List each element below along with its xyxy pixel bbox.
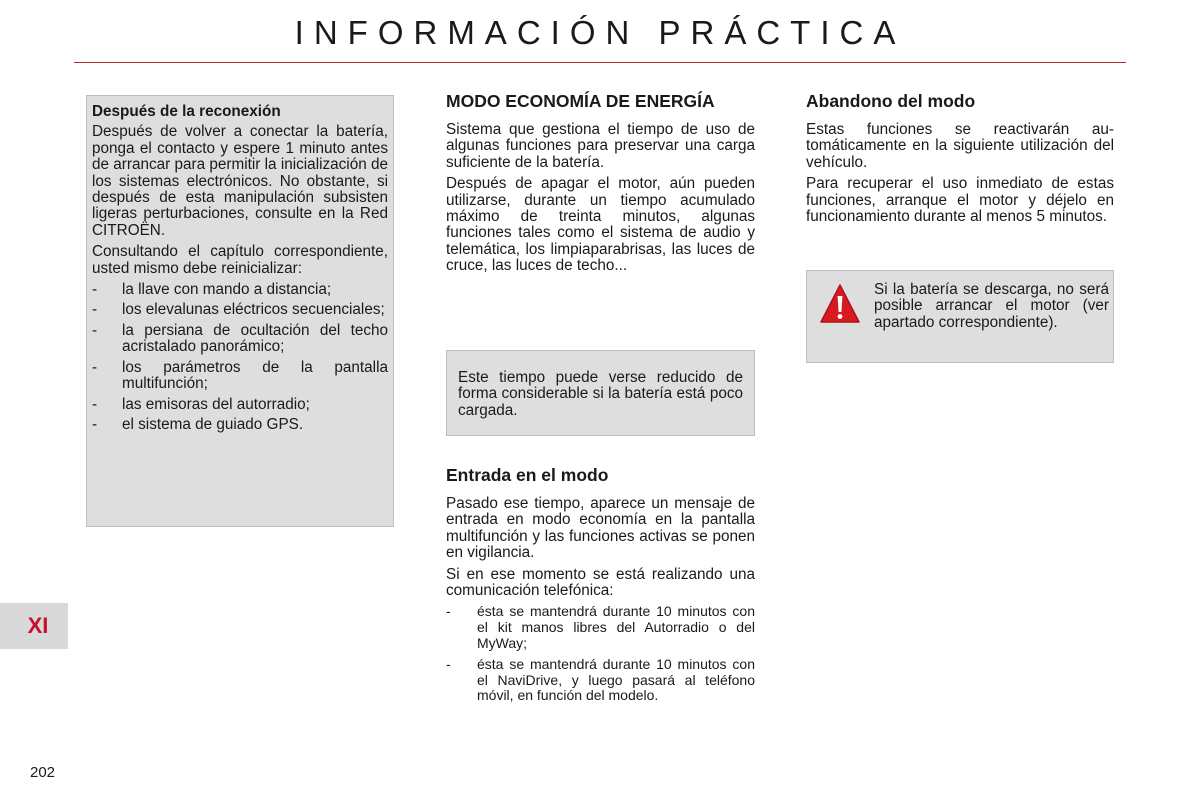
reconexion-heading: Después de la reconexión bbox=[92, 103, 281, 120]
modo-paragraph-2: Después de apagar el motor, aún pueden utilizarse, durante un tiempo acumulado máximo de treinta minutos, algunas funciones tales como el sistema de audio y telemática, los limpiaparabrisas, las luces de cruce, las luces de techo... bbox=[446, 175, 755, 275]
page-number: 202 bbox=[30, 764, 56, 781]
list-item bbox=[446, 657, 755, 704]
phone-call-list bbox=[446, 604, 755, 704]
reinit-list bbox=[92, 282, 388, 433]
list-item-text: el sistema de guiado GPS. bbox=[122, 415, 304, 433]
reconexion-box bbox=[86, 95, 394, 527]
list-item bbox=[92, 360, 388, 393]
entrada-section bbox=[446, 466, 755, 710]
modo-paragraph-1: Sistema que gestiona el tiempo de uso de algunas funciones para preservar una carga suficiente de la batería. bbox=[446, 121, 755, 171]
warning-triangle-icon bbox=[819, 283, 861, 325]
bullet-dash: - bbox=[446, 603, 451, 620]
abandono-paragraph-1: Estas funciones se reactivarán automáticamente en la siguiente utilización del vehículo. bbox=[806, 121, 1114, 171]
chapter-tab: XI bbox=[0, 603, 68, 649]
battery-warning-text: Si la batería se descarga, no será posible arrancar el motor (ver apartado correspondiente). bbox=[874, 281, 1109, 331]
bullet-dash: - bbox=[92, 301, 98, 319]
time-note-text: Este tiempo puede verse reducido de forma considerable si la batería está poco cargada. bbox=[458, 369, 743, 419]
reconexion-paragraph-2: Consultando el capítulo correspondiente, usted mismo debe reinicializar: bbox=[92, 243, 388, 277]
reconexion-paragraph-1: Después de volver a conectar la batería, ponga el contacto y espere 1 minuto antes de arrancar para permitir la inicialización de los sistemas electrónicos. No obstante, si después de esta manipulación subsisten ligeras perturbaciones, consulte en la Red CITROËN. bbox=[92, 123, 388, 239]
list-item-text: las emisoras del autorradio; bbox=[122, 395, 310, 413]
list-item-text: los parámetros de la pantalla multifunción; bbox=[122, 358, 388, 393]
abandono-heading: Abandono del modo bbox=[806, 91, 976, 111]
time-note-box bbox=[446, 350, 755, 436]
bullet-dash: - bbox=[446, 656, 451, 673]
modo-section bbox=[446, 92, 755, 280]
bullet-dash: - bbox=[92, 358, 98, 376]
entrada-paragraph-1: Pasado ese tiempo, aparece un mensaje de entrada en modo economía en la pantalla multifunción y las funciones activas se ponen en vigilancia. bbox=[446, 495, 755, 562]
bullet-dash: - bbox=[92, 321, 98, 339]
modo-heading: MODO ECONOMÍA DE ENERGÍA bbox=[446, 91, 715, 111]
entrada-paragraph-2: Si en ese momento se está realizando una comunicación telefónica: bbox=[446, 565, 755, 600]
list-item bbox=[92, 323, 388, 356]
entrada-heading: Entrada en el modo bbox=[446, 465, 609, 485]
list-item-text: la persiana de ocultación del techo acristalado panorámico; bbox=[122, 321, 388, 356]
bullet-dash: - bbox=[92, 395, 98, 413]
list-item-text: ésta se mantendrá durante 10 minutos con el kit manos libres del Autorradio o del MyWay; bbox=[477, 603, 755, 651]
abandono-section bbox=[806, 92, 1114, 230]
list-item bbox=[92, 302, 388, 318]
list-item-text: los elevalunas eléctricos secuenciales; bbox=[122, 301, 385, 319]
list-item bbox=[92, 282, 388, 298]
abandono-paragraph-2: Para recuperar el uso inmediato de estas funciones, arranque el motor y déjelo en funcionamiento durante al menos 5 minutos. bbox=[806, 175, 1114, 226]
list-item bbox=[92, 417, 388, 433]
battery-warning-box bbox=[806, 270, 1114, 363]
header-divider bbox=[74, 62, 1126, 63]
list-item-text: la llave con mando a distancia; bbox=[122, 281, 332, 299]
bullet-dash: - bbox=[92, 415, 98, 433]
list-item-text: ésta se mantendrá durante 10 minutos con el NaviDrive, y luego pasará al teléfono móvil, en función del modelo. bbox=[477, 656, 755, 704]
list-item bbox=[92, 397, 388, 413]
list-item bbox=[446, 604, 755, 651]
bullet-dash: - bbox=[92, 281, 98, 299]
page-title: INFORMACIÓN PRÁCTICA bbox=[294, 14, 906, 51]
